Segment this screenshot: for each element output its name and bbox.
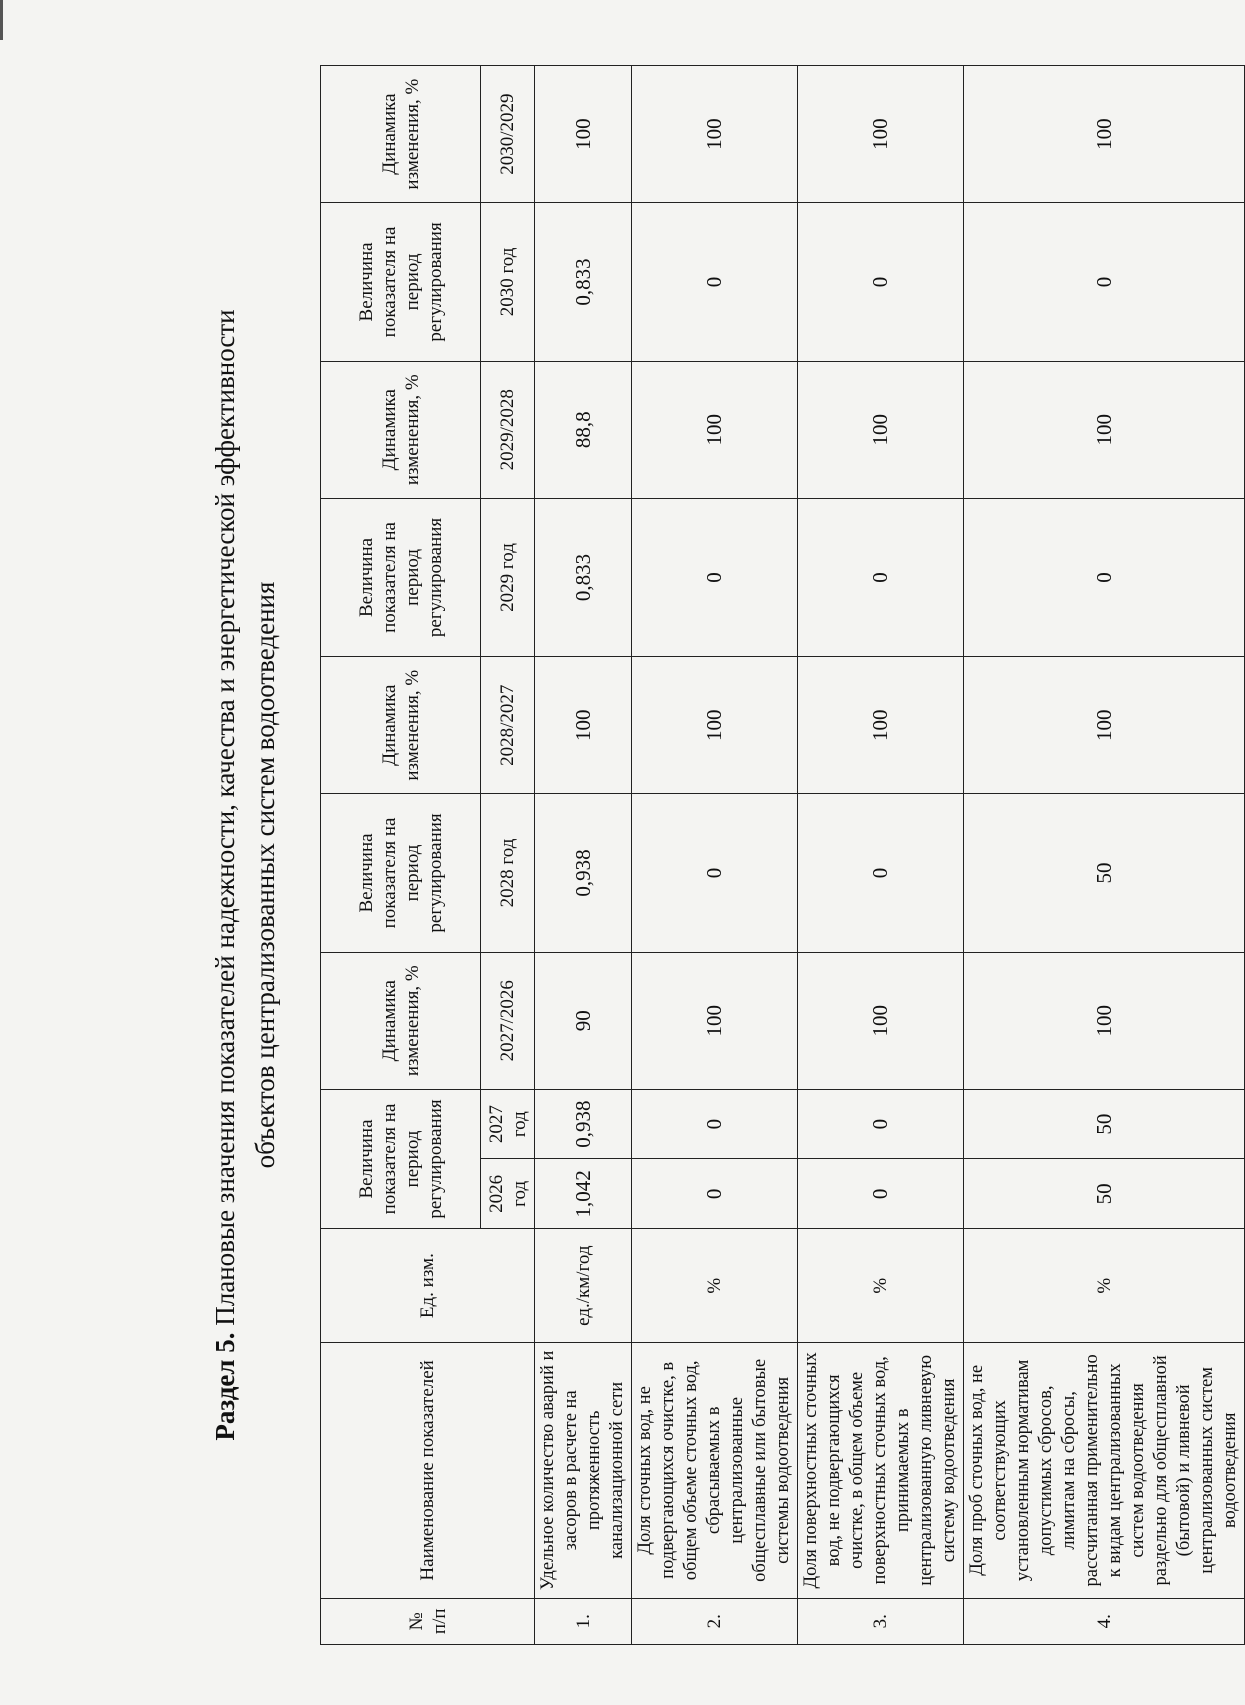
header-dynamics-2030: Динамика изменения, % (321, 66, 481, 203)
subheader-2029-2028: 2029/2028 (481, 361, 535, 498)
heading-text-1: Плановые значения показателей надежности, качества и энергетической эффективности (210, 309, 240, 1326)
subheader-2026: 2026 год (481, 1159, 535, 1229)
value-2030: 0 (798, 203, 964, 361)
page-edge-mark (0, 0, 3, 40)
row-num: 2. (632, 1598, 798, 1644)
subheader-2028-2027: 2028/2027 (481, 657, 535, 794)
dynamics-2030-2029: 100 (632, 66, 798, 203)
heading-line-1 (205, 75, 245, 1675)
indicators-table (320, 65, 1245, 1645)
dynamics-2029-2028: 100 (964, 361, 1245, 498)
value-2027: 50 (964, 1089, 1245, 1159)
header-row (321, 66, 481, 1645)
value-2030: 0,833 (535, 203, 632, 361)
row-name: Доля проб сточных вод, не соответствующих установленным нормативам допустимых сбросов, лимитам на сбросы, рассчитанная применительно к видам централизованных систем водоотведения раздельно для общесплавной (бытовой) и ливневой централизованных систем водоотведения (964, 1343, 1245, 1598)
heading-line-2: объектов централизованных систем водоотведения (250, 581, 280, 1169)
value-2026: 0 (632, 1159, 798, 1229)
header-dynamics-2029: Динамика изменения, % (321, 361, 481, 498)
subheader-2029: 2029 год (481, 498, 535, 656)
section-number: Раздел 5. (210, 1332, 240, 1441)
row-unit: ед./км/год (535, 1229, 632, 1343)
dynamics-2028-2027: 100 (964, 657, 1245, 794)
dynamics-2028-2027: 100 (535, 657, 632, 794)
value-2029: 0 (798, 498, 964, 656)
dynamics-2029-2028: 100 (632, 361, 798, 498)
value-2026: 50 (964, 1159, 1245, 1229)
dynamics-2028-2027: 100 (632, 657, 798, 794)
dynamics-2027-2026: 100 (964, 952, 1245, 1089)
section-heading (205, 75, 285, 1675)
value-2029: 0 (964, 498, 1245, 656)
row-name: Удельное количество аварий и засоров в расчете на протяженность канализационной сети (535, 1343, 632, 1598)
row-name: Доля сточных вод, не подвергающихся очистке, в общем объеме сточных вод, сбрасываемых в централизованные общесплавные или бытовые системы водоотведения (632, 1343, 798, 1598)
subheader-2028: 2028 год (481, 794, 535, 952)
header-value-2029: Величина показателя на период регулирования (321, 498, 481, 656)
header-value-2026-2027: Величина показателя на период регулирования (321, 1089, 481, 1228)
table-row (535, 66, 632, 1645)
subheader-2030: 2030 год (481, 203, 535, 361)
subheader-2027-2026: 2027/2026 (481, 952, 535, 1089)
dynamics-2030-2029: 100 (535, 66, 632, 203)
subheader-2027: 2027 год (481, 1089, 535, 1159)
dynamics-2029-2028: 88,8 (535, 361, 632, 498)
table-row (632, 66, 798, 1645)
value-2027: 0 (798, 1089, 964, 1159)
table-row (964, 66, 1245, 1645)
row-unit: % (798, 1229, 964, 1343)
value-2026: 1,042 (535, 1159, 632, 1229)
dynamics-2030-2029: 100 (964, 66, 1245, 203)
header-value-2028: Величина показателя на период регулирования (321, 794, 481, 952)
dynamics-2029-2028: 100 (798, 361, 964, 498)
value-2028: 0 (798, 794, 964, 952)
dynamics-2028-2027: 100 (798, 657, 964, 794)
value-2029: 0,833 (535, 498, 632, 656)
table-row (798, 66, 964, 1645)
dynamics-2030-2029: 100 (798, 66, 964, 203)
header-value-2030: Величина показателя на период регулирования (321, 203, 481, 361)
row-unit: % (632, 1229, 798, 1343)
dynamics-2027-2026: 100 (798, 952, 964, 1089)
header-name: Наименование показателей (321, 1343, 535, 1598)
header-dynamics-2028: Динамика изменения, % (321, 657, 481, 794)
row-num: 4. (964, 1598, 1245, 1644)
dynamics-2027-2026: 100 (632, 952, 798, 1089)
value-2028: 0 (632, 794, 798, 952)
value-2030: 0 (964, 203, 1245, 361)
value-2029: 0 (632, 498, 798, 656)
value-2027: 0 (632, 1089, 798, 1159)
rotated-page (45, 75, 1240, 1675)
row-num: 1. (535, 1598, 632, 1644)
value-2030: 0 (632, 203, 798, 361)
value-2028: 50 (964, 794, 1245, 952)
subheader-2030-2029: 2030/2029 (481, 66, 535, 203)
header-unit: Ед. изм. (321, 1229, 535, 1343)
dynamics-2027-2026: 90 (535, 952, 632, 1089)
header-num: № п/п (321, 1598, 535, 1644)
row-unit: % (964, 1229, 1245, 1343)
value-2027: 0,938 (535, 1089, 632, 1159)
value-2028: 0,938 (535, 794, 632, 952)
header-dynamics-2027: Динамика изменения, % (321, 952, 481, 1089)
row-num: 3. (798, 1598, 964, 1644)
row-name: Доля поверхностных сточных вод, не подвергающихся очистке, в общем объеме поверхностных сточных вод, принимаемых в централизованную ливневую систему водоотведения (798, 1343, 964, 1598)
value-2026: 0 (798, 1159, 964, 1229)
